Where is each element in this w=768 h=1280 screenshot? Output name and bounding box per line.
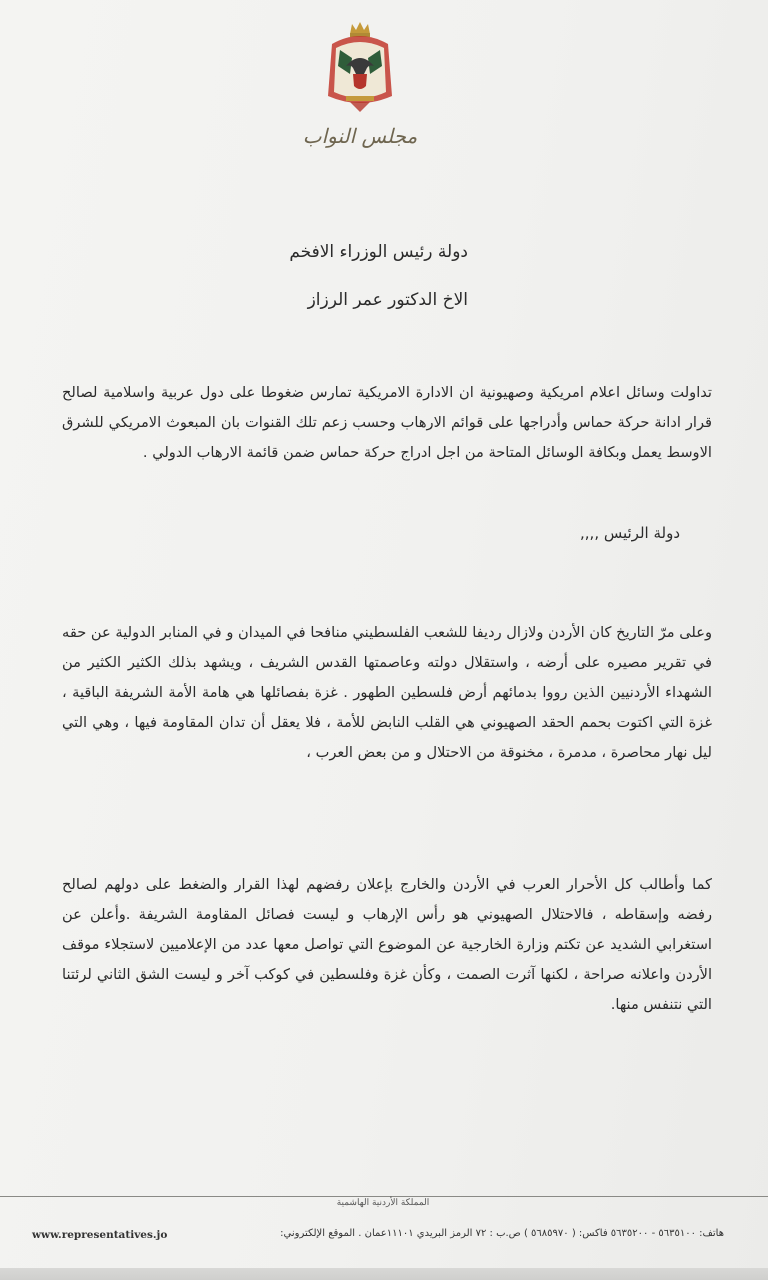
footer-website: www.representatives.jo [32,1229,168,1241]
footer-emblem-text: المملكة الأردنية الهاشمية [336,1198,430,1208]
body-paragraph-1: تداولت وسائل اعلام امريكية وصهيونية ان الادارة الامريكية تمارس ضغوطا على دول عربية واسلامية لصالح قرار ادانة حركة حماس وأدراجها على قوائم الارهاب وحسب زعم تلك القنوات بان المبعوث الامريكي للشرق الاوسط يعمل وبكافة الوسائل المتاحة من اجل ادراج حركة حماس ضمن قائمة الارهاب الدولي . [62,384,712,461]
addressee-name: الاخ الدكتور عمر الرزاز [307,290,468,310]
body-paragraph-2: وعلى مرّ التاريخ كان الأردن ولازال رديفا للشعب الفلسطيني منافحا في الميدان و في المنابر الدولية عن حقه في تقرير مصيره على أرضه ، واستقلال دولته وعاصمتها القدس الشريف ، ويشهد بذلك الكثير الكثير من الشهداء الأردنيين الذين رووا بدمائهم أرض فلسطين الطهور . غزة بفصائلها هي هامة الأمة الشريفة الباقية ، غزة التي اكتوت بحمم الحقد الصهيوني هي القلب النابض للأمة ، فلا يعقل أن تدان المقاومة فيها ، وهي التي ليل نهار محاصرة ، مدمرة ، مخنوقة من الاحتلال و من بعض العرب ، [62,624,712,761]
body-paragraph-3: كما وأطالب كل الأحرار العرب في الأردن والخارج بإعلان رفضهم لهذا القرار والضغط على دولهم لصالح رفضه وإسقاطه ، فالاحتلال الصهيوني هو رأس الإرهاب و ليست فصائل المقاومة الشريفة .وأعلن عن استغرابي الشديد عن تكتم وزارة الخارجية عن الموضوع التي تواصل معها عدد من الإعلاميين لاستجلاء موقف الأردن واعلانه صراحة ، لكنها آثرت الصمت ، وكأن غزة وفلسطين في كوكب آخر و ليست الشق الثاني لرئتنا التي نتنفس منها. [62,876,712,1013]
addressee-title: دولة رئيس الوزراء الافخم [289,242,468,262]
footer-contact-info: هاتف: ٥٦٣٥١٠٠ - ٥٦٣٥٢٠٠ فاكس: ( ٥٦٨٥٩٧٠ ) ص.ب : ٧٢ الرمز البريدي ١١١٠١عمان . الموقع الإلكتروني: [280,1228,724,1239]
footer-divider [0,1196,768,1197]
coat-of-arms-icon [322,20,398,114]
council-name-logo: مجلس النواب [302,124,418,148]
page-bottom-edge [0,1268,768,1280]
salutation: دولة الرئيس ,,,, [580,524,680,542]
